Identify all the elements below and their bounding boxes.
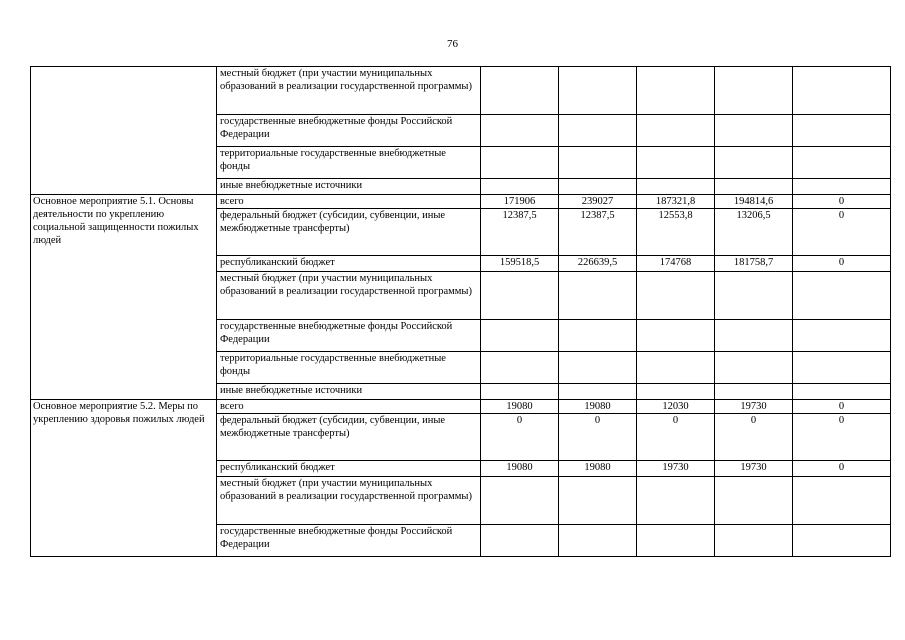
value-cell [637,147,715,179]
value-cell: 181758,7 [715,256,793,272]
activity-cell [31,67,217,195]
value-cell [715,272,793,320]
value-cell: 194814,6 [715,195,793,209]
value-cell [637,67,715,115]
value-cell: 226639,5 [559,256,637,272]
value-cell: 0 [793,414,891,461]
value-cell: 19080 [559,400,637,414]
value-cell: 12030 [637,400,715,414]
value-cell [559,384,637,400]
value-cell [481,272,559,320]
funding-source-cell: государственные внебюджетные фонды Российской Федерации [217,320,481,352]
value-cell: 12387,5 [481,209,559,256]
funding-source-cell: иные внебюджетные источники [217,179,481,195]
value-cell: 12387,5 [559,209,637,256]
value-cell [637,115,715,147]
funding-source-cell: всего [217,400,481,414]
page-number: 76 [447,38,458,50]
value-cell [793,320,891,352]
value-cell [793,477,891,525]
value-cell: 187321,8 [637,195,715,209]
value-cell: 171906 [481,195,559,209]
value-cell [793,179,891,195]
value-cell [637,272,715,320]
activity-cell: Основное мероприятие 5.2. Меры по укреплению здоровья пожилых людей [31,400,217,557]
value-cell [559,272,637,320]
value-cell [715,352,793,384]
value-cell: 0 [637,414,715,461]
value-cell: 0 [793,256,891,272]
table-row [31,67,891,115]
value-cell: 19080 [559,461,637,477]
value-cell [793,525,891,557]
funding-source-cell: территориальные государственные внебюджетные фонды [217,147,481,179]
value-cell [715,115,793,147]
value-cell [481,67,559,115]
funding-source-cell: местный бюджет (при участии муниципальных образований в реализации государственной программы) [217,67,481,115]
value-cell [637,352,715,384]
value-cell [481,320,559,352]
funding-source-cell: всего [217,195,481,209]
value-cell: 0 [793,400,891,414]
value-cell: 19730 [637,461,715,477]
activity-cell: Основное мероприятие 5.1. Основы деятельности по укреплению социальной защищенности пожилых людей [31,195,217,400]
funding-source-cell: территориальные государственные внебюджетные фонды [217,352,481,384]
value-cell: 239027 [559,195,637,209]
funding-source-cell: федеральный бюджет (субсидии, субвенции, иные межбюджетные трансферты) [217,414,481,461]
table-row [31,195,891,209]
funding-source-cell: государственные внебюджетные фонды Российской Федерации [217,525,481,557]
value-cell [559,147,637,179]
value-cell [559,477,637,525]
value-cell [793,67,891,115]
value-cell [715,384,793,400]
funding-source-cell: местный бюджет (при участии муниципальных образований в реализации государственной программы) [217,477,481,525]
value-cell [637,525,715,557]
value-cell [793,384,891,400]
value-cell [715,477,793,525]
value-cell [793,352,891,384]
value-cell [559,525,637,557]
value-cell [715,179,793,195]
value-cell: 0 [793,209,891,256]
value-cell: 0 [481,414,559,461]
funding-source-cell: местный бюджет (при участии муниципальных образований в реализации государственной программы) [217,272,481,320]
budget-table [30,66,891,557]
funding-source-cell: федеральный бюджет (субсидии, субвенции, иные межбюджетные трансферты) [217,209,481,256]
value-cell: 13206,5 [715,209,793,256]
value-cell [481,115,559,147]
value-cell: 174768 [637,256,715,272]
value-cell [715,67,793,115]
value-cell [481,179,559,195]
value-cell: 19730 [715,461,793,477]
table-row [31,400,891,414]
value-cell [559,115,637,147]
value-cell: 159518,5 [481,256,559,272]
value-cell [559,352,637,384]
value-cell [481,147,559,179]
value-cell [481,384,559,400]
value-cell [793,147,891,179]
value-cell: 19080 [481,461,559,477]
value-cell [715,320,793,352]
value-cell [481,525,559,557]
value-cell [559,320,637,352]
funding-source-cell: иные внебюджетные источники [217,384,481,400]
value-cell [559,179,637,195]
value-cell [559,67,637,115]
funding-source-cell: республиканский бюджет [217,256,481,272]
funding-source-cell: государственные внебюджетные фонды Российской Федерации [217,115,481,147]
value-cell [715,525,793,557]
table-body [31,67,891,557]
value-cell: 0 [715,414,793,461]
value-cell: 19080 [481,400,559,414]
funding-source-cell: республиканский бюджет [217,461,481,477]
value-cell: 0 [793,195,891,209]
value-cell [481,352,559,384]
value-cell: 19730 [715,400,793,414]
value-cell [637,384,715,400]
value-cell [637,477,715,525]
value-cell: 0 [793,461,891,477]
value-cell: 12553,8 [637,209,715,256]
value-cell [637,320,715,352]
value-cell [715,147,793,179]
value-cell [793,115,891,147]
value-cell [481,477,559,525]
value-cell: 0 [559,414,637,461]
value-cell [637,179,715,195]
value-cell [793,272,891,320]
